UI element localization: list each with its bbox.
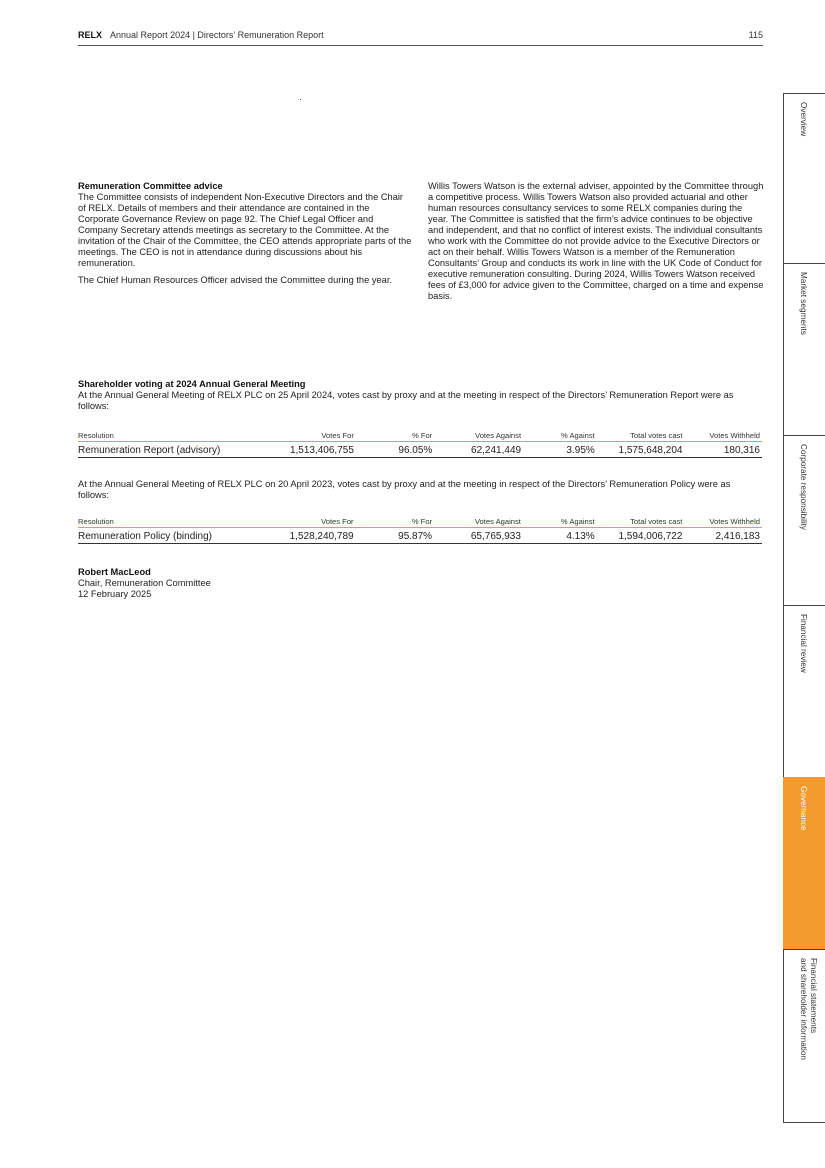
votes-withheld-cell: 180,316 <box>684 442 762 458</box>
advice-paragraph-2: The Chief Human Resources Officer advised the Committee during the year. <box>78 275 393 285</box>
voting-policy-intro <box>78 479 763 501</box>
col-pct-for: % For <box>356 516 435 528</box>
col-resolution: Resolution <box>78 516 267 528</box>
advice-paragraph-1: The Committee consists of independent Non-Executive Directors and the Chair of RELX. Details of members and their attendance are contained in the Corporate Governance Review on page 92. The Chief Legal Officer and Company Secretary attends meetings as secretary to the Committee. At the invitation of the Chair of the Committee, the CEO attends appropriate parts of the meetings. The CEO is not in attendance during discussions about his remuneration. <box>78 192 412 268</box>
signature-block <box>78 567 211 600</box>
voting-intro-2024: At the Annual General Meeting of RELX PLC on 25 April 2024, votes cast by proxy and at the meeting in respect of the Directors’ Remuneration Report were as follows: <box>78 390 734 411</box>
votes-against-cell: 65,765,933 <box>434 528 523 544</box>
pct-against-cell: 3.95% <box>523 442 597 458</box>
col-votes-for: Votes For <box>267 430 356 442</box>
col-pct-against: % Against <box>523 430 597 442</box>
section-side-nav <box>783 93 825 1123</box>
voting-section-intro <box>78 379 763 412</box>
pct-for-cell: 95.87% <box>356 528 435 544</box>
table-row <box>78 442 762 458</box>
votes-against-cell: 62,241,449 <box>434 442 523 458</box>
resolution-cell: Remuneration Policy (binding) <box>78 528 267 544</box>
tab-market-segments[interactable] <box>783 263 825 435</box>
votes-for-cell: 1,513,406,755 <box>267 442 356 458</box>
votes-for-cell: 1,528,240,789 <box>267 528 356 544</box>
tab-label: Financial statements and shareholder information <box>799 958 818 1060</box>
brand-name: RELX <box>78 30 103 40</box>
col-pct-against: % Against <box>523 516 597 528</box>
table-header-row <box>78 430 762 442</box>
signature-date: 12 February 2025 <box>78 589 152 599</box>
col-votes-against: Votes Against <box>434 516 523 528</box>
pct-against-cell: 4.13% <box>523 528 597 544</box>
voting-table-policy <box>78 516 762 544</box>
col-votes-for: Votes For <box>267 516 356 528</box>
col-total-votes: Total votes cast <box>597 516 685 528</box>
header-divider <box>78 45 763 46</box>
tab-corporate-responsibility[interactable] <box>783 435 825 605</box>
tab-label: Corporate responsibility <box>799 444 808 531</box>
votes-withheld-cell: 2,416,183 <box>684 528 762 544</box>
pct-for-cell: 96.05% <box>356 442 434 458</box>
tab-label: Financial review <box>799 614 808 673</box>
signatory-role: Chair, Remuneration Committee <box>78 578 211 588</box>
adviser-paragraph: Willis Towers Watson is the external adviser, appointed by the Committee through a competitive process. Willis Towers Watson also provided actuarial and other human resources consultancy services to some RELX companies during the year. The Committee is satisfied that the firm’s advice continues to be objective and independent, and that no conflict of interest exists. The individual consultants who work with the Committee do not provide advice to the Executive Directors or act on their behalf. Willis Towers Watson is a member of the Remuneration Consultants’ Group and conducts its work in line with the UK Code of Conduct for executive remuneration consulting. During 2024, Willis Towers Watson received fees of £3,000 for advice given to the Committee, charged on a time and expense basis. <box>428 181 764 301</box>
tab-label: Market segments <box>799 272 808 335</box>
col-votes-against: Votes Against <box>434 430 523 442</box>
tab-label: Overview <box>799 102 808 137</box>
stray-mark <box>300 99 301 100</box>
page-header <box>78 30 763 46</box>
tab-label: Governance <box>799 786 808 831</box>
report-title: Annual Report 2024 | Directors’ Remuneration Report <box>110 30 324 40</box>
table-row <box>78 528 762 544</box>
advice-right-column <box>428 181 764 308</box>
col-votes-withheld: Votes Withheld <box>684 516 762 528</box>
advice-left-column <box>78 181 412 292</box>
col-total-votes: Total votes cast <box>597 430 685 442</box>
advice-heading: Remuneration Committee advice <box>78 181 223 191</box>
total-votes-cell: 1,575,648,204 <box>597 442 685 458</box>
tab-financial-review[interactable] <box>783 605 825 777</box>
col-pct-for: % For <box>356 430 434 442</box>
total-votes-cell: 1,594,006,722 <box>597 528 685 544</box>
voting-table-report <box>78 430 762 458</box>
col-resolution: Resolution <box>78 430 267 442</box>
table-header-row <box>78 516 762 528</box>
signatory-name: Robert MacLeod <box>78 567 151 577</box>
voting-heading: Shareholder voting at 2024 Annual General Meeting <box>78 379 306 389</box>
tab-financial-statements[interactable] <box>783 949 825 1123</box>
col-votes-withheld: Votes Withheld <box>684 430 762 442</box>
page-number: 115 <box>748 30 763 40</box>
tab-governance[interactable] <box>783 777 825 949</box>
resolution-cell: Remuneration Report (advisory) <box>78 442 267 458</box>
tab-overview[interactable] <box>783 93 825 263</box>
voting-intro-2023: At the Annual General Meeting of RELX PLC on 20 April 2023, votes cast by proxy and at the meeting in respect of the Directors’ Remuneration Policy were as follows: <box>78 479 731 500</box>
